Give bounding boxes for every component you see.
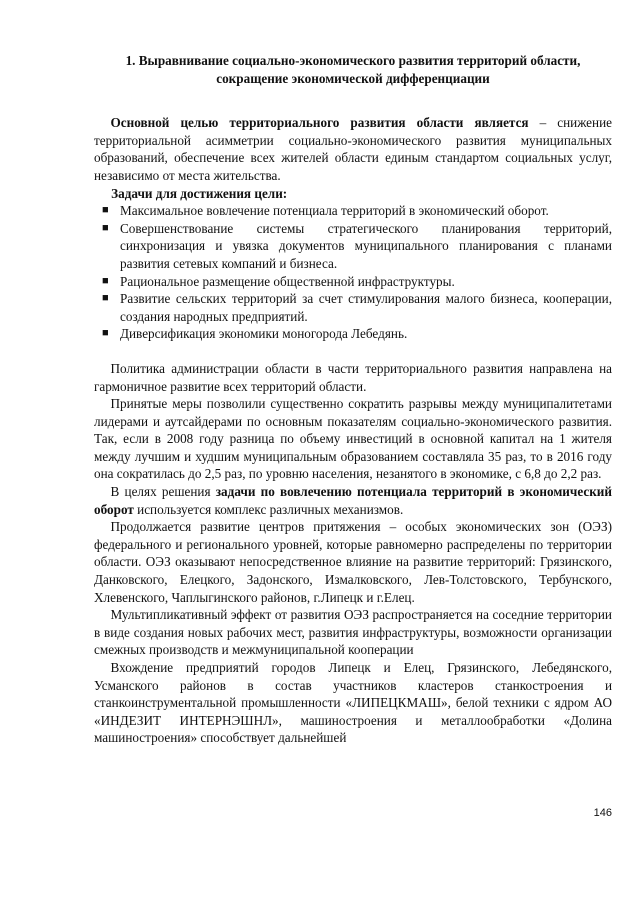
bullet-icon: ■ [102, 204, 109, 217]
paragraph-policy: Политика администрации области в части территориального развития направлена на гармоничное развитие всех территорий области. [94, 360, 612, 394]
list-item-text: Максимальное вовлечение потенциала территорий в экономический оборот. [120, 203, 549, 219]
list-item [94, 325, 612, 343]
list-item [94, 202, 612, 220]
goal-bold-lead: Основной целью территориального развития области является [110, 115, 529, 131]
bullet-icon: ■ [102, 327, 109, 340]
list-item [94, 273, 612, 291]
goal-text: – снижение территориальной асимметрии социально-экономического развития муниципальных образований, обеспечение всех жителей области единым стандартом социальных услуг, независимо от места жительства. [94, 115, 612, 183]
list-item-text: Совершенствование системы стратегического планирования территорий, синхронизация и увязка документов муниципального планирования с планами развития сетевых компаний и бизнеса. [120, 220, 612, 271]
paragraph-involvement-after: используется комплекс различных механизмов. [133, 501, 404, 517]
section-heading: 1. Выравнивание социально-экономического развития территорий области, сокращение экономической дифференциации [125, 53, 581, 86]
spacer [94, 343, 612, 360]
list-item [94, 220, 612, 273]
paragraph-involvement-bold: задачи по вовлечению потенциала территорий в экономический оборот [94, 484, 612, 517]
bullet-icon: ■ [102, 292, 109, 305]
tasks-title: Задачи для достижения цели: [111, 185, 288, 201]
bullet-icon: ■ [102, 274, 109, 287]
paragraph-involvement [94, 483, 612, 518]
list-item-text: Рациональное размещение общественной инфраструктуры. [120, 273, 455, 289]
page-number: 146 [593, 807, 612, 819]
tasks-list [94, 202, 612, 343]
goal-paragraph [94, 114, 612, 184]
bullet-icon: ■ [102, 221, 109, 234]
paragraph-multiplier: Мультипликативный эффект от развития ОЭЗ распространяется на соседние территории в виде создания новых рабочих мест, развития инфраструктуры, возможности организации смежных производств и межмуниципальной кооперации [94, 607, 612, 658]
list-item-text: Развитие сельских территорий за счет стимулирования малого бизнеса, кооперации, создания народных предприятий. [120, 291, 612, 324]
list-item [94, 290, 612, 325]
paragraph-oez: Продолжается развитие центров притяжения – особых экономических зон (ОЭЗ) федерального и регионального уровней, которые равномерно распределены по территории области. ОЭЗ оказывают непосредственное влияние на развитие территорий: Грязинского, Данковского, Елецкого, Задонского, Измалковского, Лев-Толстовского, Тербунского, Хлевенского, Чаплыгинского районов, г.Липецк и г.Елец. [94, 519, 612, 605]
list-item-text: Диверсификация экономики моногорода Лебедянь. [120, 326, 408, 342]
paragraph-measures: Принятые меры позволили существенно сократить разрывы между муниципалитетами лидерами и аутсайдерами по основным показателям социально-экономического развития. Так, если в 2008 году разница по объему инвестиций в основной капитал на 1 жителя между лучшим и худшим муниципальным образованием составляла 35 раз, то в 2016 году она сократилась до 2,5 раз, по уровню населения, незанятого в экономике, с 6,8 до 2,2 раз. [94, 396, 612, 482]
paragraph-involvement-before: В целях решения [110, 484, 216, 500]
paragraph-clusters: Вхождение предприятий городов Липецк и Елец, Грязинского, Лебедянского, Усманского районов в состав участников кластеров станкостроения и станкоинструментальной промышленности «ЛИПЕЦКМАШ», белой техники с ядром АО «ИНДЕЗИТ ИНТЕРНЭШНЛ», машиностроения и металлообработки «Долина машиностроения» способствует дальнейшей [94, 660, 612, 746]
